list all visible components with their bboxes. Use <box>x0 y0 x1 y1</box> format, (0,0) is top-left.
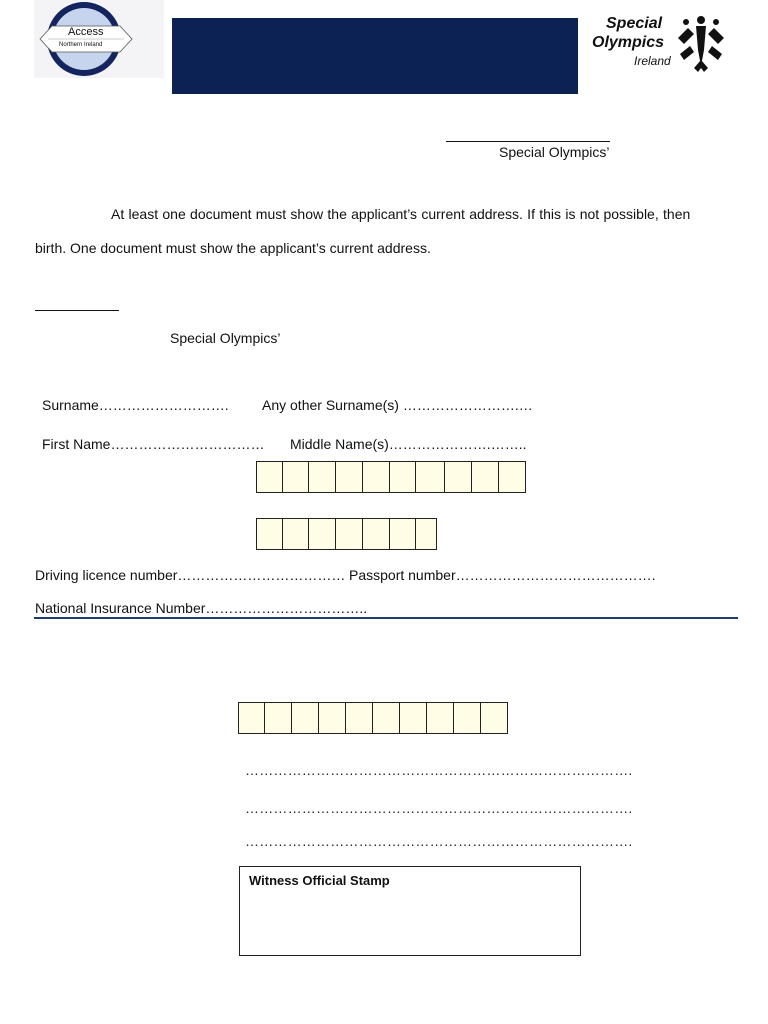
character-boxes-row-3[interactable] <box>238 702 508 734</box>
signature-rule <box>446 141 610 142</box>
character-box[interactable] <box>335 518 363 550</box>
intro-paragraph-line-1: At least one document must show the applicant’s current address. If this is not possible, then <box>111 206 691 222</box>
character-box[interactable] <box>471 461 499 493</box>
character-box[interactable] <box>426 702 454 734</box>
character-box[interactable] <box>362 461 390 493</box>
access-logo-subtext: Northern Ireland <box>59 42 103 48</box>
stamp-label: Witness Official Stamp <box>249 873 390 888</box>
character-box[interactable] <box>345 702 373 734</box>
character-box[interactable] <box>282 461 309 493</box>
character-box[interactable] <box>444 461 472 493</box>
character-box[interactable] <box>372 702 400 734</box>
character-box[interactable] <box>453 702 481 734</box>
header-bar <box>172 18 578 94</box>
section-divider <box>34 617 738 619</box>
character-box[interactable] <box>291 702 319 734</box>
passport-field[interactable]: Passport number……………………………………. <box>349 567 656 583</box>
access-ni-logo <box>34 0 164 78</box>
first-name-field[interactable]: First Name…………………………… <box>42 436 265 452</box>
surname-field[interactable]: Surname………………………. <box>42 397 229 413</box>
character-box[interactable] <box>256 461 283 493</box>
character-box[interactable] <box>282 518 309 550</box>
character-box[interactable] <box>389 461 416 493</box>
middle-names-field[interactable]: Middle Name(s)………………….…….. <box>290 436 527 452</box>
driving-licence-field[interactable]: Driving licence number……………………………… <box>35 567 346 583</box>
access-logo-text: Access <box>68 26 104 38</box>
character-box[interactable] <box>308 518 336 550</box>
character-box[interactable] <box>238 702 265 734</box>
character-box[interactable] <box>498 461 526 493</box>
witness-line-1[interactable]: ………………………………………………………………………. <box>245 762 633 778</box>
character-box[interactable] <box>362 518 390 550</box>
character-box[interactable] <box>415 461 445 493</box>
character-boxes-row-2[interactable] <box>256 518 437 550</box>
character-box[interactable] <box>480 702 508 734</box>
character-box[interactable] <box>415 518 437 550</box>
character-box[interactable] <box>389 518 416 550</box>
character-box[interactable] <box>264 702 292 734</box>
intro-paragraph-line-2: birth. One document must show the applicant’s current address. <box>35 240 431 256</box>
so-emblem-icon <box>674 10 728 74</box>
so-logo-word-1: Special <box>606 15 663 32</box>
witness-stamp-box[interactable] <box>239 866 581 956</box>
character-box[interactable] <box>399 702 427 734</box>
character-box[interactable] <box>256 518 283 550</box>
character-box[interactable] <box>308 461 336 493</box>
witness-line-3[interactable]: ………………………………………………………………………. <box>245 833 633 849</box>
section-rule <box>35 310 119 311</box>
character-box[interactable] <box>318 702 346 734</box>
intro-caption: Special Olympics’ <box>499 144 610 160</box>
character-box[interactable] <box>335 461 363 493</box>
so-logo-word-3: Ireland <box>634 54 671 68</box>
other-surnames-field[interactable]: Any other Surname(s) …………………….… <box>262 397 533 413</box>
character-boxes-row-1[interactable] <box>256 461 526 493</box>
national-insurance-field[interactable]: National Insurance Number…………………………….. <box>35 600 368 616</box>
special-olympics-logo <box>590 8 730 78</box>
section-caption: Special Olympics’ <box>170 330 281 346</box>
witness-line-2[interactable]: ………………………………………………………………………. <box>245 800 633 816</box>
so-logo-word-2: Olympics <box>592 34 665 51</box>
